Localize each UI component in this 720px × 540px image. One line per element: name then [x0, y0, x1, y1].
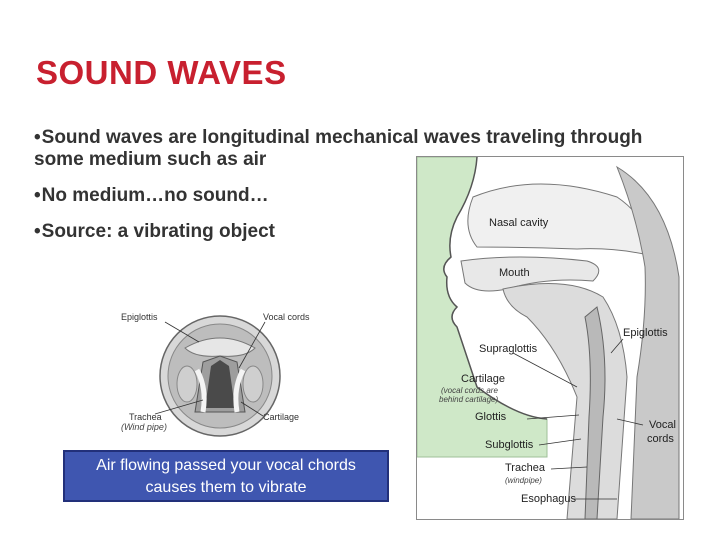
bullet-marker: • [34, 127, 41, 148]
larynx-illustration [115, 308, 325, 440]
label-vocal-cords: Vocal cords [263, 312, 310, 322]
bullet-text: Sound waves are longitudinal mechanical waves traveling through some medium such as air [34, 127, 643, 170]
label-epiglottis: Epiglottis [623, 327, 668, 339]
label-cartilage-note-1: (vocal cords are [441, 386, 498, 395]
caption-line-1: Air flowing passed your vocal chords [96, 457, 356, 474]
label-vocal: Vocal [649, 419, 676, 431]
caption-box [63, 450, 389, 502]
label-glottis: Glottis [475, 411, 507, 423]
label-cartilage: Cartilage [263, 412, 300, 422]
label-cords: cords [647, 433, 674, 445]
label-subglottis: Subglottis [485, 439, 534, 451]
slide-title: SOUND WAVES [36, 54, 287, 91]
label-trachea-note: (windpipe) [505, 476, 542, 485]
bullet-text: Source: a vibrating object [41, 221, 275, 242]
label-esophagus: Esophagus [521, 493, 577, 505]
bullet-text: No medium…no sound… [41, 185, 269, 206]
label-nasal-cavity: Nasal cavity [489, 217, 549, 229]
caption-line-2: causes them to vibrate [145, 479, 307, 496]
label-supraglottis: Supraglottis [479, 343, 538, 355]
label-cartilage: Cartilage [461, 373, 506, 385]
label-trachea-note: (Wind pipe) [121, 422, 167, 432]
bullet-marker: • [34, 185, 41, 206]
label-trachea: Trachea [129, 412, 162, 422]
head-cross-section-figure [416, 156, 684, 520]
label-mouth: Mouth [499, 267, 530, 279]
label-epiglottis: Epiglottis [121, 312, 158, 322]
bullet-marker: • [34, 221, 41, 242]
label-cartilage-note-2: behind cartilage) [439, 395, 499, 404]
label-trachea: Trachea [505, 462, 545, 474]
